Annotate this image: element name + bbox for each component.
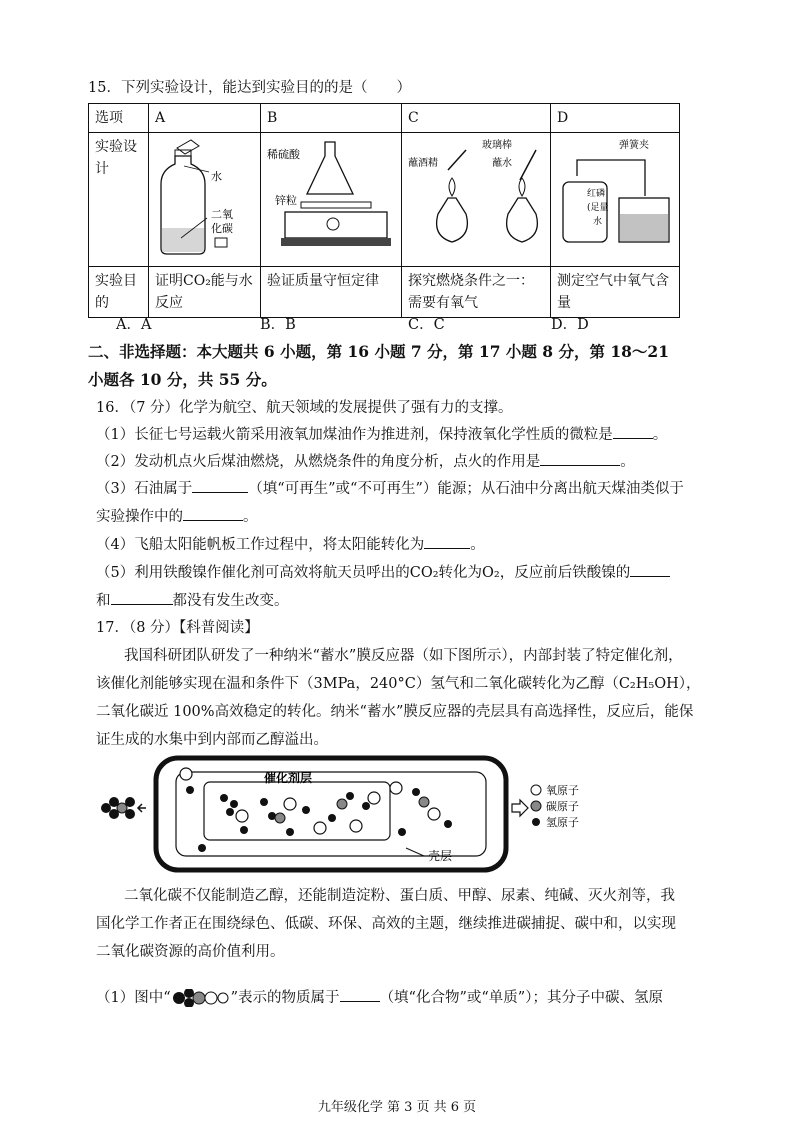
q16-p1: （1）长征七号运载火箭采用液氧加煤油作为推进剂，保持液氧化学性质的微粒是 。: [96, 427, 668, 443]
q15-table: [88, 103, 680, 318]
legend-oxygen: 氧原子: [546, 784, 579, 797]
ethanol-molecule-icon: [171, 989, 231, 1007]
q17-para1-line1: 我国科研团队研发了一种纳米“蓄水”膜反应器（如下图所示），内部封装了特定催化剂，: [124, 648, 683, 664]
arrow-right-icon: [512, 800, 528, 816]
phosphorus-label-2: (足量: [587, 203, 609, 213]
q17-para1-line2: 该催化剂能够实现在温和条件下（3MPa，240°C）氢气和二氧化碳转化为乙醇（C₂H₅OH），: [96, 676, 701, 692]
choice-c[interactable]: C．C: [408, 317, 445, 333]
purpose-d: 测定空气中氧气含量: [551, 267, 680, 318]
q17-q1: （1）图中“ ”表示的物质属于 （填“化合物”或“单质”）；其分子中碳、氢原: [96, 990, 663, 1006]
answer-blank[interactable]: [613, 426, 653, 439]
legend-hydrogen: 氢原子: [546, 816, 579, 829]
figure-d-apparatus: [557, 136, 673, 256]
figure-b-cell: [261, 133, 402, 267]
figure-c-lamps: [408, 136, 544, 256]
co2-label-1: 二氧: [211, 208, 233, 221]
answer-blank[interactable]: [111, 592, 173, 605]
water-label: 水: [211, 170, 222, 183]
catalyst-label: 催化剂层: [264, 771, 313, 785]
header-a: A: [149, 104, 261, 133]
clamp-label: 弹簧夹: [619, 140, 649, 151]
answer-blank[interactable]: [340, 989, 380, 1002]
answer-blank[interactable]: [424, 536, 470, 549]
header-label: 选项: [89, 104, 149, 133]
answer-blank[interactable]: [630, 564, 670, 577]
acid-label: 稀硫酸: [267, 148, 300, 161]
q16-p4: （4）飞船太阳能帆板工作过程中，将太阳能转化为 。: [96, 537, 485, 553]
header-c: C: [402, 104, 551, 133]
oxygen-atom-icon: [531, 785, 541, 795]
section2-line2: 小题各 10 分，共 55 分。: [88, 370, 277, 389]
water-label-c: 蘸水: [492, 158, 512, 169]
q16-p5-cont: 和 都没有发生改变。: [96, 593, 289, 609]
q16-p2: （2）发动机点火后煤油燃烧，从燃烧条件的角度分析，点火的作用是 。: [96, 454, 635, 470]
choice-b[interactable]: B．B: [260, 317, 296, 333]
co2-label-2: 化碳: [211, 222, 233, 235]
figure-b-balance: [267, 136, 395, 256]
alcohol-label: 蘸酒精: [408, 158, 438, 169]
water-label-d: 水: [593, 217, 603, 227]
page-footer: 九年级化学 第 3 页 共 6 页: [317, 1100, 477, 1115]
header-b: B: [261, 104, 402, 133]
figure-c-cell: [402, 133, 551, 267]
header-d: D: [551, 104, 680, 133]
choice-d[interactable]: D．D: [551, 317, 589, 333]
figure-d-cell: [551, 133, 680, 267]
legend: [531, 783, 579, 829]
answer-blank[interactable]: [192, 480, 248, 493]
ethanol-molecule-icon: [101, 797, 135, 819]
purpose-c: 探究燃烧条件之一：需要有氧气: [402, 267, 551, 318]
q17-para2-line2: 国化学工作者正在围绕绿色、低碳、环保、高效的主题，继续推进碳捕捉、碳中和，以实现: [96, 916, 676, 932]
answer-blank[interactable]: [183, 508, 243, 521]
answer-blank[interactable]: [540, 453, 620, 466]
q16-p3-cont: 实验操作中的 。: [96, 509, 258, 525]
choice-a[interactable]: A．A: [116, 317, 152, 333]
zinc-label: 锌粒: [275, 194, 297, 207]
shell-label: 壳层: [428, 849, 453, 863]
legend-carbon: 碳原子: [546, 800, 579, 813]
arrow-left-icon: [138, 804, 146, 812]
section2-line1: 二、非选择题：本大题共 6 小题，第 16 小题 7 分，第 17 小题 8 分，第 18～21: [88, 342, 669, 361]
hydrogen-atom-icon: [532, 818, 540, 826]
q17-para1-line4: 证生成的水集中到内部而乙醇溢出。: [96, 732, 328, 748]
q16-p3: （3）石油属于 （填“可再生”或“不可再生”）能源；从石油中分离出航天煤油类似于: [96, 481, 684, 497]
design-label: 实验设计: [89, 133, 149, 267]
reactor-diagram: [94, 752, 614, 876]
purpose-b: 验证质量守恒定律: [261, 267, 402, 318]
phosphorus-label-1: 红磷: [587, 189, 606, 199]
purpose-label: 实验目的: [89, 267, 149, 318]
purpose-a: 证明CO₂能与水反应: [149, 267, 261, 318]
rod-label: 玻璃棒: [482, 140, 512, 151]
q15-stem: 15．下列实验设计，能达到实验目的的是（ ）: [88, 80, 411, 96]
q16-p5: （5）利用铁酸镍作催化剂可高效将航天员呼出的CO₂转化为O₂，反应前后铁酸镍的: [96, 561, 670, 582]
q16-stem: 16．（7 分）化学为航空、航天领域的发展提供了强有力的支撑。: [96, 400, 513, 416]
q17-para2-line1: 二氧化碳不仅能制造乙醇，还能制造淀粉、蛋白质、甲醇、尿素、纯碱、灭火剂等，我: [124, 888, 675, 904]
q17-para1-line3: 二氧化碳近 100%高效稳定的转化。纳米“蓄水”膜反应器的壳层具有高选择性，反应后，能保: [96, 704, 694, 720]
carbon-atom-icon: [531, 801, 541, 811]
figure-a-cell: [149, 133, 261, 267]
q17-para2-line3: 二氧化碳资源的高价值利用。: [96, 944, 285, 960]
figure-a-bottle: [155, 136, 254, 256]
q17-stem: 17．（8 分）【科普阅读】: [96, 620, 259, 636]
